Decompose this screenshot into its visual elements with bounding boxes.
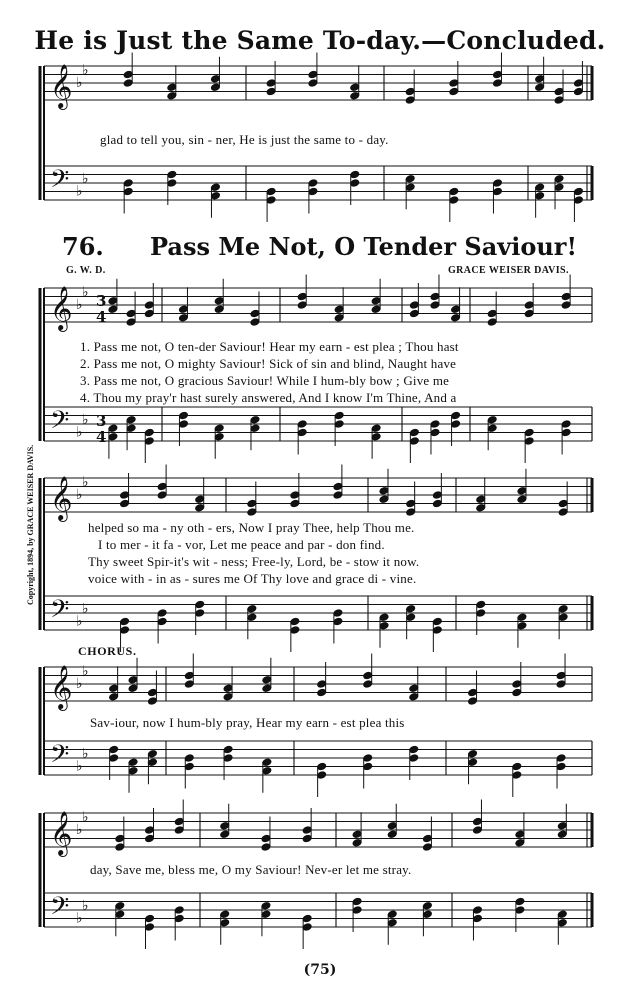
flat-icon: ♭: [82, 663, 89, 680]
top-lyric: glad to tell you, sin - ner, He is just the same to - day.: [100, 132, 389, 147]
verse-1-line-2: helped so ma - ny oth - ers, Now I pray Thee, help Thou me.: [88, 520, 415, 535]
bass-clef-icon: 𝄢: [50, 406, 70, 441]
flat-icon: ♭: [76, 613, 83, 630]
flat-icon: ♭: [76, 424, 83, 441]
note-head: [487, 309, 497, 318]
note-head: [214, 296, 224, 305]
note-head: [350, 83, 360, 92]
note-head: [120, 491, 130, 500]
note-head: [126, 309, 136, 318]
flat-icon: ♭: [76, 75, 83, 91]
note-head: [210, 74, 220, 83]
bass-clef-icon: 𝄢: [50, 595, 70, 630]
note-head: [422, 834, 432, 843]
flat-icon: ♭: [82, 897, 89, 914]
flat-icon: ♭: [82, 745, 89, 762]
note-head: [512, 680, 522, 689]
note-head: [554, 87, 564, 96]
note-head: [561, 292, 571, 301]
svg-text:4: 4: [96, 428, 107, 446]
note-head: [128, 675, 138, 684]
note-head: [524, 301, 534, 310]
note-head: [174, 817, 184, 826]
note-head: [145, 826, 155, 835]
continued-hymn-title: He is Just the Same To-day.—Concluded.: [34, 26, 606, 55]
note-head: [409, 684, 419, 693]
flat-icon: ♭: [76, 297, 83, 313]
note-head: [247, 499, 257, 508]
chorus-line-1: Sav-iour, now I hum-bly pray, Hear my earn - est plea this: [90, 715, 405, 730]
note-head: [262, 675, 272, 684]
time-signature: 3: [96, 292, 107, 310]
copyright-notice: Copyright, 1894, by GRACE WEISER DAVIS.: [26, 444, 35, 605]
flat-icon: ♭: [82, 411, 89, 428]
note-head: [147, 688, 157, 697]
bass-clef-icon: 𝄢: [50, 740, 70, 775]
note-head: [371, 296, 381, 305]
verse-2-line-2: I to mer - it fa - vor, Let me peace and par - don find.: [98, 537, 385, 552]
note-head: [223, 684, 233, 693]
note-head: [573, 79, 583, 88]
treble-clef-icon: 𝄞: [50, 476, 73, 520]
flat-icon: ♭: [82, 809, 89, 826]
note-head: [409, 301, 419, 310]
note-head: [468, 688, 478, 697]
note-head: [115, 834, 125, 843]
verse-3-line-1: 3. Pass me not, O gracious Saviour! While I hum-bly bow ; Give me: [80, 373, 450, 388]
flat-icon: ♭: [82, 600, 89, 617]
flat-icon: ♭: [76, 910, 83, 927]
flat-icon: ♭: [76, 183, 83, 200]
note-head: [557, 821, 567, 830]
note-head: [363, 671, 373, 680]
flat-icon: ♭: [82, 62, 89, 79]
note-head: [352, 830, 362, 839]
note-head: [123, 70, 133, 79]
chorus-label: CHORUS.: [78, 644, 137, 658]
flat-icon: ♭: [76, 758, 83, 775]
note-head: [184, 671, 194, 680]
treble-clef-icon: 𝄞: [50, 64, 73, 108]
treble-clef-icon: 𝄞: [50, 811, 73, 855]
chorus-line-2: day, Save me, bless me, O my Saviour! Nev-er let me stray.: [90, 862, 412, 877]
note-head: [451, 305, 461, 314]
flat-icon: ♭: [82, 284, 89, 301]
flat-icon: ♭: [82, 474, 89, 491]
flat-icon: ♭: [76, 822, 83, 838]
note-head: [334, 305, 344, 314]
note-head: [405, 87, 415, 96]
flat-icon: ♭: [76, 487, 83, 503]
bass-clef-icon: 𝄢: [50, 892, 70, 927]
note-head: [476, 495, 486, 504]
note-head: [308, 70, 318, 79]
note-head: [430, 292, 440, 301]
note-head: [492, 70, 502, 79]
note-head: [517, 486, 527, 495]
note-head: [157, 482, 167, 491]
note-head: [535, 74, 545, 83]
note-head: [449, 79, 459, 88]
verse-1-line-1: 1. Pass me not, O ten-der Saviour! Hear my earn - est plea ; Thou hast: [80, 339, 459, 354]
note-head: [472, 817, 482, 826]
treble-clef-icon: 𝄞: [50, 286, 73, 330]
flat-icon: ♭: [76, 676, 83, 692]
verse-4-line-2: voice with - in as - sures me Of Thy love and grace di - vine.: [88, 571, 417, 586]
composer-credit: G. W. D.: [66, 265, 106, 276]
note-head: [333, 482, 343, 491]
verse-4-line-1: 4. Thou my pray'r hast surely answered, And I know I'm Thine, And a: [80, 390, 457, 405]
note-head: [195, 495, 205, 504]
note-head: [432, 491, 442, 500]
note-head: [261, 834, 271, 843]
hymn-number: 76.: [62, 232, 104, 261]
author-credit: GRACE WEISER DAVIS.: [448, 265, 569, 276]
note-head: [387, 821, 397, 830]
note-head: [220, 821, 230, 830]
note-head: [406, 499, 416, 508]
verse-2-line-1: 2. Pass me not, O mighty Saviour! Sick of sin and blind, Naught have: [80, 356, 457, 371]
note-head: [297, 292, 307, 301]
flat-icon: ♭: [82, 170, 89, 187]
bass-clef-icon: 𝄢: [50, 165, 70, 200]
verse-3-line-2: Thy sweet Spir-it's wit - ness; Free-ly, Lord, be - stow it now.: [88, 554, 420, 569]
note-head: [108, 296, 118, 305]
note-head: [144, 301, 154, 310]
note-head: [290, 491, 300, 500]
note-head: [317, 680, 327, 689]
note-head: [167, 83, 177, 92]
note-head: [515, 830, 525, 839]
note-head: [250, 309, 260, 318]
hymn-title: Pass Me Not, O Tender Saviour!: [150, 232, 577, 261]
page-number: (75): [303, 962, 337, 978]
note-head: [266, 79, 276, 88]
svg-text:4: 4: [96, 308, 107, 326]
time-signature: 3: [96, 412, 107, 430]
note-head: [109, 684, 119, 693]
treble-clef-icon: 𝄞: [50, 665, 73, 709]
note-head: [178, 305, 188, 314]
note-head: [379, 486, 389, 495]
note-head: [302, 826, 312, 835]
note-head: [556, 671, 566, 680]
note-head: [558, 499, 568, 508]
